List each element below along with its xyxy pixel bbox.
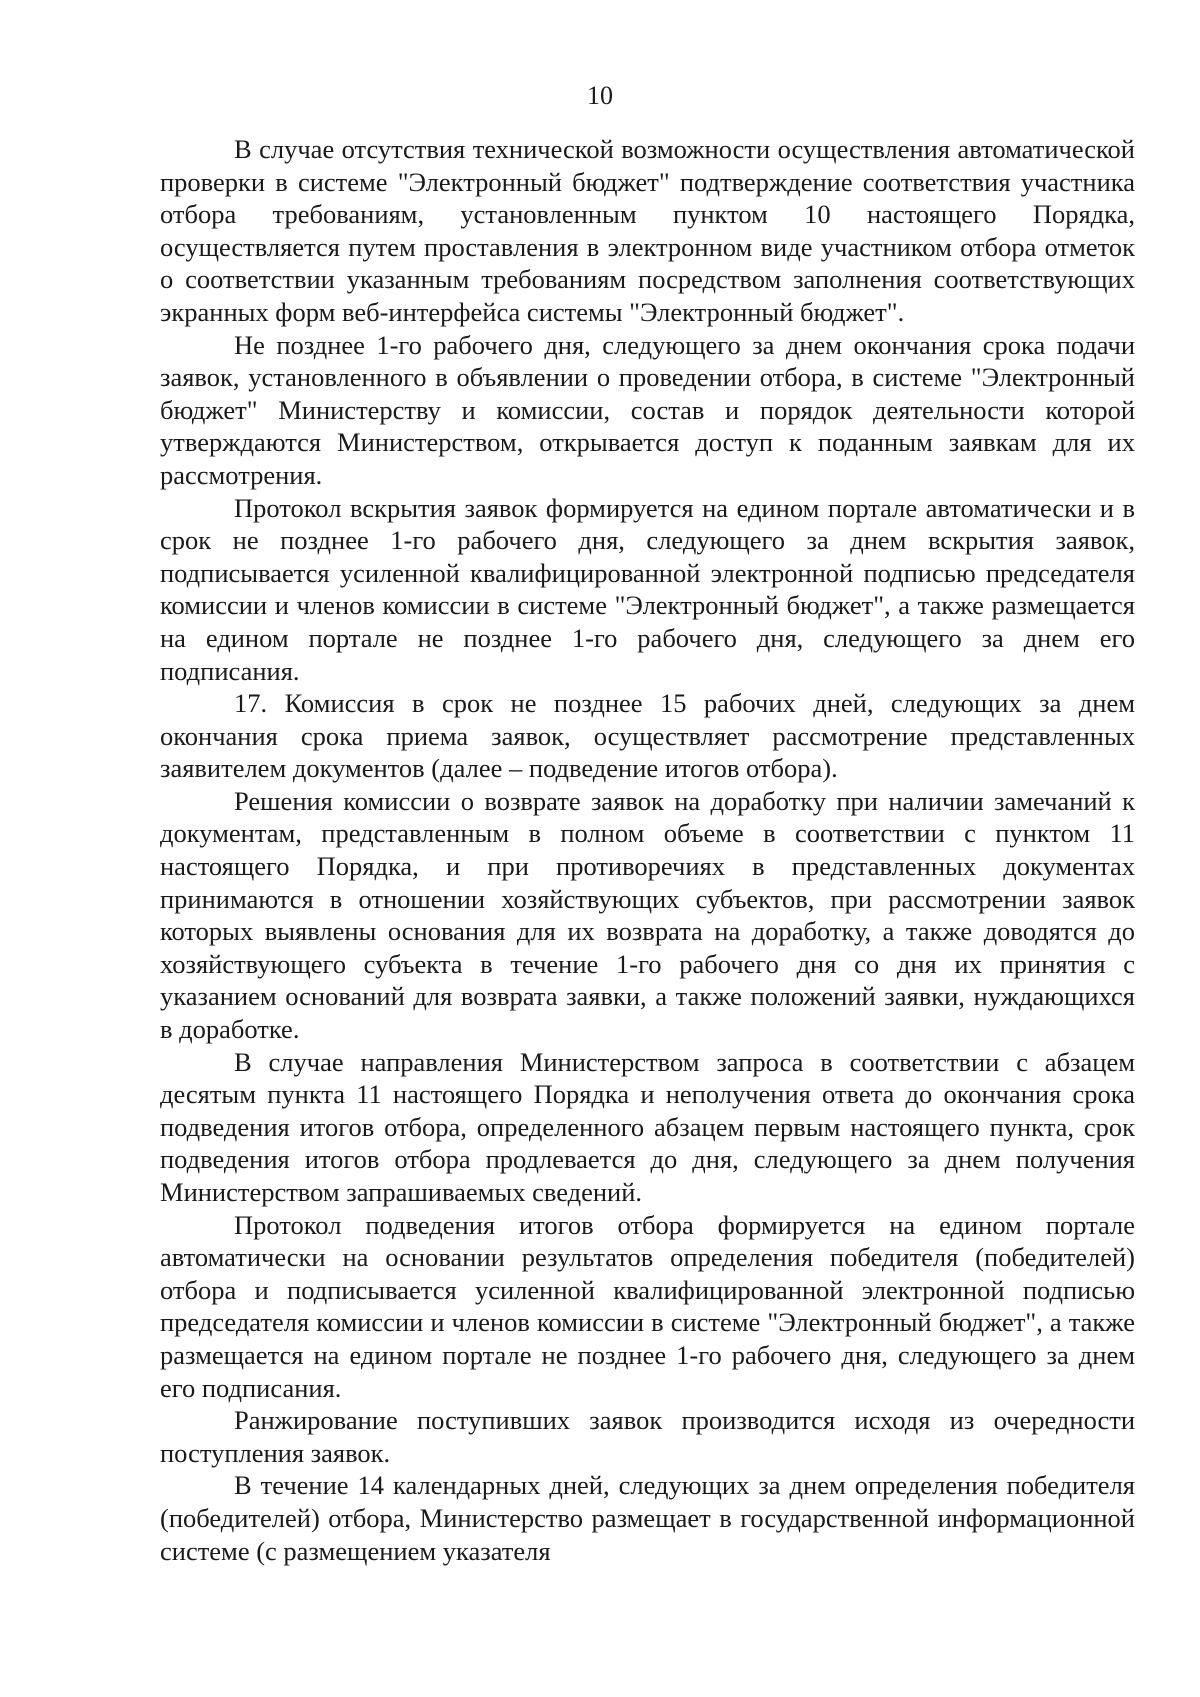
paragraph-access-to-applications: Не позднее 1-го рабочего дня, следующего за днем окончания срока подачи заявок, установленного в объявлении о проведении отбора, в системе "Электронный бюджет" Министерству и комиссии, состав и порядок деятельности которой утверждаются Министерством, открывается доступ к поданным заявкам для их рассмотрения. — [160, 329, 1135, 490]
paragraph-item-17: 17. Комиссия в срок не позднее 15 рабочих дней, следующих за днем окончания срока приема заявок, осуществляет рассмотрение представленных заявителем документов (далее – подведение итогов отбора). — [160, 688, 1135, 784]
paragraph-return-for-revision: Решения комиссии о возврате заявок на доработку при наличии замечаний к документам, представленным в полном объеме в соответствии с пунктом 11 настоящего Порядка, и при противоречиях в представленных документах принимаются в отношении хозяйствующих субъектов, при рассмотрении заявок которых выявлены основания для их возврата на доработку, а также доводятся до хозяйствующего субъекта в течение 1-го рабочего дня со дня их принятия с указанием оснований для возврата заявки, а также положений заявки, нуждающихся в доработке. — [160, 785, 1135, 1045]
document-body — [160, 133, 1135, 1567]
paragraph-electronic-verification: В случае отсутствия технической возможности осуществления автоматической проверки в системе "Электронный бюджет" подтверждение соответствия участника отбора требованиям, установленным пунктом 10 настоящего Порядка, осуществляется путем проставления в электронном виде участником отбора отметок о соответствии указанным требованиям посредством заполнения соответствующих экранных форм веб-интерфейса системы "Электронный бюджет". — [160, 134, 1135, 327]
paragraph-request-extension: В случае направления Министерством запроса в соответствии с абзацем десятым пункта 11 настоящего Порядка и неполучения ответа до окончания срока подведения итогов отбора, определенного абзацем первым настоящего пункта, срок подведения итогов отбора продлевается до дня, следующего за днем получения Министерством запрашиваемых сведений. — [160, 1046, 1135, 1207]
paragraph-opening-protocol: Протокол вскрытия заявок формируется на едином портале автоматически и в срок не позднее 1-го рабочего дня, следующего за днем вскрытия заявок, подписывается усиленной квалифицированной электронной подписью председателя комиссии и членов комиссии в системе "Электронный бюджет", а также размещается на едином портале не позднее 1-го рабочего дня, следующего за днем его подписания. — [160, 492, 1135, 686]
paragraph-publication: В течение 14 календарных дней, следующих за днем определения победителя (победителей) отбора, Министерство размещает в государственной информационной системе (с размещением указателя — [160, 1470, 1135, 1566]
paragraph-ranking: Ранжирование поступивших заявок производится исходя из очередности поступления заявок. — [160, 1405, 1135, 1468]
page-number: 10 — [587, 81, 613, 110]
paragraph-results-protocol: Протокол подведения итогов отбора формируется на едином портале автоматически на основании результатов определения победителя (победителей) отбора и подписывается усиленной квалифицированной электронной подписью председателя комиссии и членов комиссии в системе "Электронный бюджет", а также размещается на едином портале не позднее 1-го рабочего дня, следующего за днем его подписания. — [160, 1209, 1135, 1403]
